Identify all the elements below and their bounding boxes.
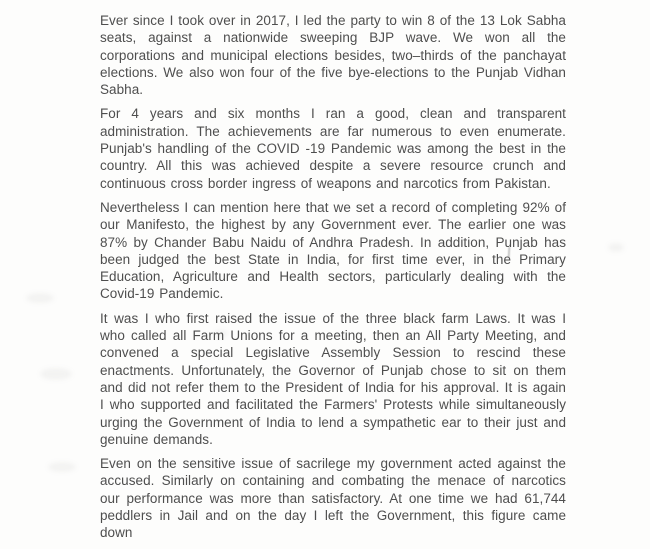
paragraph-sacrilege-narcotics: Even on the sensitive issue of sacrilege my government acted against the accused. Similarly on containing and combating the menace of narcotics our performance was more than satisfactory. At one time we had 61,744 peddlers in Jail and on the day I left the Government, this figure came down	[100, 456, 566, 541]
paragraph-farm-laws: It was I who first raised the issue of the three black farm Laws. It was I who called all Farm Unions for a meeting, then an All Party Meeting, and convened a special Legislative Assembly Session to rescind these enactments. Unfortunately, the Governor of Punjab chose to sit on them and did not refer them to the President of India for his approval. It is again I who supported and facilitated the Farmers' Protests while simultaneously urging the Government of India to lend a sympathetic ear to their just and genuine demands.	[100, 310, 566, 447]
paragraph-manifesto-record: Nevertheless I can mention here that we set a record of completing 92% of our Manifesto, the highest by any Government ever. The earlier one was 87% by Chander Babu Naidu of Andhra Pradesh. In addition, Punjab has been judged the best State in India, for first time ever, in the Primary Education, Agriculture and Health sectors, particularly dealing with the Covid-19 Pandemic.	[100, 199, 566, 302]
paragraph-administration-record: For 4 years and six months I ran a good, clean and transparent administration. The achievements are far numerous to even enumerate. Punjab's handling of the COVID -19 Pandemic was among the best in the country. All this was achieved despite a severe resource crunch and continuous cross border ingress of weapons and narcotics from Pakistan.	[100, 106, 566, 191]
scan-smudge	[40, 368, 72, 380]
scan-smudge	[26, 293, 54, 303]
letter-body	[100, 12, 566, 549]
scan-smudge	[608, 243, 624, 252]
paragraph-elections-record: Ever since I took over in 2017, I led the party to win 8 of the 13 Lok Sabha seats, against a nationwide sweeping BJP wave. We won all the corporations and municipal elections besides, two–thirds of the panchayat elections. We also won four of the five bye-elections to the Punjab Vidhan Sabha.	[100, 13, 566, 98]
scan-smudge	[48, 462, 76, 472]
